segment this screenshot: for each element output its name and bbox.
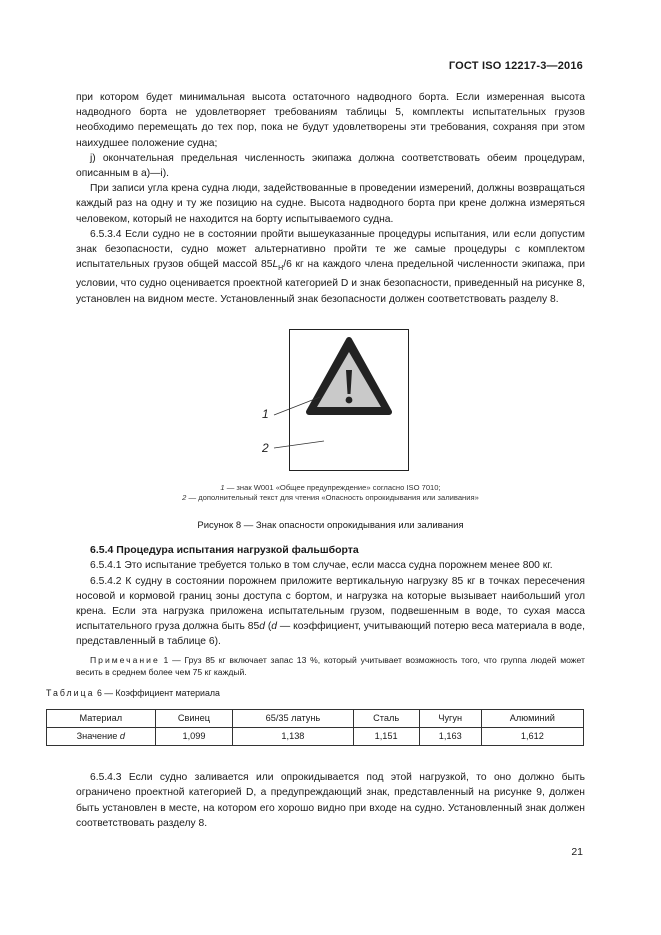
paragraph: 6.5.4.1 Это испытание требуется только в том случае, если масса судна порожнем менее 800 кг. <box>90 560 553 572</box>
table-row-label <box>47 727 156 745</box>
figure-8 <box>76 321 585 479</box>
table-header-cell: Материал <box>47 709 156 727</box>
table-cell: 1,138 <box>233 727 353 745</box>
note-label: Примечание <box>90 654 160 665</box>
table-header-cell: 65/35 латунь <box>233 709 353 727</box>
paragraph: При записи угла крена судна люди, задействованные в проведении измерений, должны возвращаться каждый раз на одну и ту же позицию на судне. Высота надводного борта при крене должна измеряться человеком, который не находится на борту испытываемого судна. <box>76 183 585 225</box>
table-cell: 1,151 <box>353 727 419 745</box>
figure-note-1 <box>76 483 585 494</box>
note-number: 2 <box>182 493 187 503</box>
table-header-row <box>47 709 584 727</box>
table-cell: 1,099 <box>155 727 233 745</box>
note-text: — знак W001 «Общее предупреждение» согласно ISO 7010; <box>224 482 441 492</box>
table-cell: 1,612 <box>481 727 583 745</box>
text: Значение <box>76 730 120 741</box>
paragraph-6534 <box>76 227 585 307</box>
table-header-cell: Свинец <box>155 709 233 727</box>
section-title: 6.5.4 Процедура испытания нагрузкой фальшборта <box>90 544 359 557</box>
table-row <box>47 727 584 745</box>
note-text: — дополнительный текст для чтения «Опасность опрокидывания или заливания» <box>186 493 479 503</box>
text: — коэффициент, учитывающий потерю веса материала в воде, представленный в таблице 6). <box>76 621 585 648</box>
figure-caption: Рисунок 8 — Знак опасности опрокидывания или заливания <box>197 519 464 531</box>
table-title <box>46 686 585 701</box>
symbol: d <box>119 730 125 741</box>
symbol: d <box>259 621 265 633</box>
leader-line-2 <box>274 441 324 448</box>
table-title-text: 6 — Коэффициент материала <box>94 687 220 698</box>
symbol: d <box>271 621 277 633</box>
note <box>76 654 585 678</box>
subscript: H <box>278 265 284 273</box>
paragraph-6543: 6.5.4.3 Если судно заливается или опрокидывается под этой нагрузкой, то оно должно быть ограничено проектной категорией D, а предупреждающий знак, представленный на рисунке 9, должен быть установлен в месте, на котором его хорошо видно при входе на судно. Установленный знак должен соответствовать разделу 8. <box>76 772 585 829</box>
paragraph: j) окончательная предельная численность экипажа должна соответствовать обеим процедурам, описанным в а)—i). <box>76 152 585 180</box>
table-header-cell: Чугун <box>419 709 481 727</box>
figure-label-1: 1 <box>262 406 269 421</box>
warning-triangle-icon <box>309 340 389 412</box>
paragraph: при котором будет минимальная высота остаточного надводного борта. Если измеренная высота надводного борта не удовлетворяет требованиям таблицы 5, комплекты испытательных грузов необходимо перемещать до тех пор, пока не будут удовлетворены эти требования, сохраняя при этом наихудшее положение судна; <box>76 92 585 149</box>
paragraph-6542 <box>76 574 585 650</box>
symbol: L <box>272 259 279 271</box>
figure-note-2 <box>76 493 585 504</box>
document-code: ГОСТ ISO 12217-3—2016 <box>448 60 583 72</box>
table-header-cell: Алюминий <box>481 709 583 727</box>
note-number: 1 <box>220 482 225 492</box>
material-coefficient-table <box>46 709 584 746</box>
table-label: Таблица <box>46 687 95 698</box>
warning-sign-drawing <box>76 321 585 479</box>
text: /6 кг на каждого члена предельной численности экипажа, при условии, что судно оценивается проектной категорией D и знак безопасности, приведенный на рисунке 8, установлен на видном месте. Установленный знак безопасности должен соответствовать разделу 8. <box>76 259 585 305</box>
text: 6.5.3.4 Если судно не в состоянии пройти вышеуказанные процедуры испытания, или если допустим знак безопасности, судно может альтернативно пройти те же самые процедуры с комплектом испытательных грузов общей массой 85 <box>76 228 585 271</box>
page-number: 21 <box>571 846 583 858</box>
page-body <box>46 90 585 831</box>
table-header-cell: Сталь <box>353 709 419 727</box>
text: 6.5.4.2 К судну в состоянии порожнем приложите вертикальную нагрузку 85 кг в точках пересечения носовой и кормовой границ зоны доступа с бортом, и нагрузка на которые вызывает наибольший угол крена. Если эта нагрузка приложена испытательным грузом, подвешенным в воде, то сухая масса испытательного груза должна быть 85 <box>76 575 585 633</box>
figure-label-2: 2 <box>262 440 269 455</box>
figure-notes <box>76 483 585 504</box>
text: ( <box>264 621 272 633</box>
table-cell: 1,163 <box>419 727 481 745</box>
note-text: 1 — Груз 85 кг включает запас 13 %, который учитывает возможность того, что группа людей может весить в среднем более чем 75 кг каждый. <box>76 654 585 677</box>
